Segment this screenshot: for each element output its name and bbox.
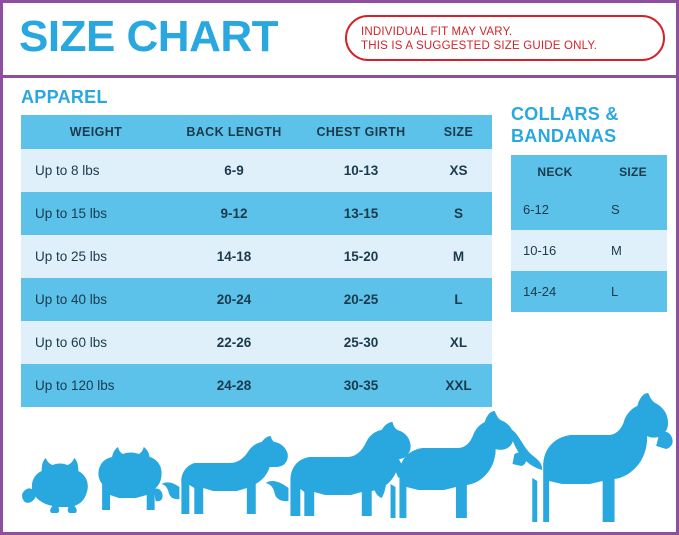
collars-heading-line-2: BANDANAS: [511, 126, 617, 146]
table-row: [21, 321, 492, 364]
apparel-chest-girth: 30-35: [297, 364, 425, 407]
collars-col-size: SIZE: [599, 155, 667, 189]
header: [3, 3, 676, 75]
collars-size: M: [599, 230, 667, 271]
collars-neck: 10-16: [511, 230, 599, 271]
collars-neck: 14-24: [511, 271, 599, 312]
table-row: [21, 192, 492, 235]
collars-heading-line-1: COLLARS &: [511, 104, 619, 124]
apparel-back-length: 22-26: [171, 321, 297, 364]
apparel-weight: Up to 8 lbs: [21, 149, 171, 192]
apparel-chest-girth: 10-13: [297, 149, 425, 192]
collars-table-header-row: [511, 155, 667, 189]
header-divider: [3, 75, 676, 78]
apparel-weight: Up to 15 lbs: [21, 192, 171, 235]
apparel-size: L: [425, 278, 492, 321]
apparel-chest-girth: 13-15: [297, 192, 425, 235]
apparel-size: S: [425, 192, 492, 235]
apparel-chest-girth: 25-30: [297, 321, 425, 364]
collars-heading: [511, 103, 619, 147]
dog-silhouette-s: [98, 447, 162, 510]
table-row: [21, 149, 492, 192]
apparel-weight: Up to 25 lbs: [21, 235, 171, 278]
apparel-col-back-length: BACK LENGTH: [171, 115, 297, 149]
table-row: [511, 189, 667, 230]
apparel-back-length: 24-28: [171, 364, 297, 407]
apparel-size: XXL: [425, 364, 492, 407]
apparel-heading: APPAREL: [21, 87, 108, 107]
apparel-table: [21, 115, 492, 407]
dog-silhouette-xs: [22, 458, 88, 513]
apparel-back-length: 20-24: [171, 278, 297, 321]
table-row: [511, 230, 667, 271]
dog-silhouette-l: [266, 422, 411, 516]
collars-size: L: [599, 271, 667, 312]
table-row: [21, 235, 492, 278]
collars-neck: 6-12: [511, 189, 599, 230]
apparel-weight: Up to 120 lbs: [21, 364, 171, 407]
apparel-chest-girth: 20-25: [297, 278, 425, 321]
apparel-back-length: 6-9: [171, 149, 297, 192]
dog-silhouettes-illustration: [3, 392, 676, 532]
apparel-col-weight: WEIGHT: [21, 115, 171, 149]
apparel-chest-girth: 15-20: [297, 235, 425, 278]
disclaimer-box: [345, 15, 665, 61]
apparel-back-length: 14-18: [171, 235, 297, 278]
apparel-size: M: [425, 235, 492, 278]
apparel-back-length: 9-12: [171, 192, 297, 235]
collars-size: S: [599, 189, 667, 230]
apparel-weight: Up to 40 lbs: [21, 278, 171, 321]
apparel-weight: Up to 60 lbs: [21, 321, 171, 364]
apparel-col-chest-girth: CHEST GIRTH: [297, 115, 425, 149]
apparel-size: XS: [425, 149, 492, 192]
table-row: [21, 278, 492, 321]
disclaimer-line-2: THIS IS A SUGGESTED SIZE GUIDE ONLY.: [361, 40, 598, 52]
apparel-col-size: SIZE: [425, 115, 492, 149]
dog-silhouette-m: [162, 436, 288, 514]
apparel-table-header-row: [21, 115, 492, 149]
table-row: [511, 271, 667, 312]
page-title: SIZE CHART: [19, 12, 278, 61]
dog-silhouette-xxl: [499, 393, 673, 522]
apparel-size: XL: [425, 321, 492, 364]
collars-table: [511, 155, 667, 312]
disclaimer-line-1: INDIVIDUAL FIT MAY VARY.: [361, 26, 513, 38]
collars-col-neck: NECK: [511, 155, 599, 189]
